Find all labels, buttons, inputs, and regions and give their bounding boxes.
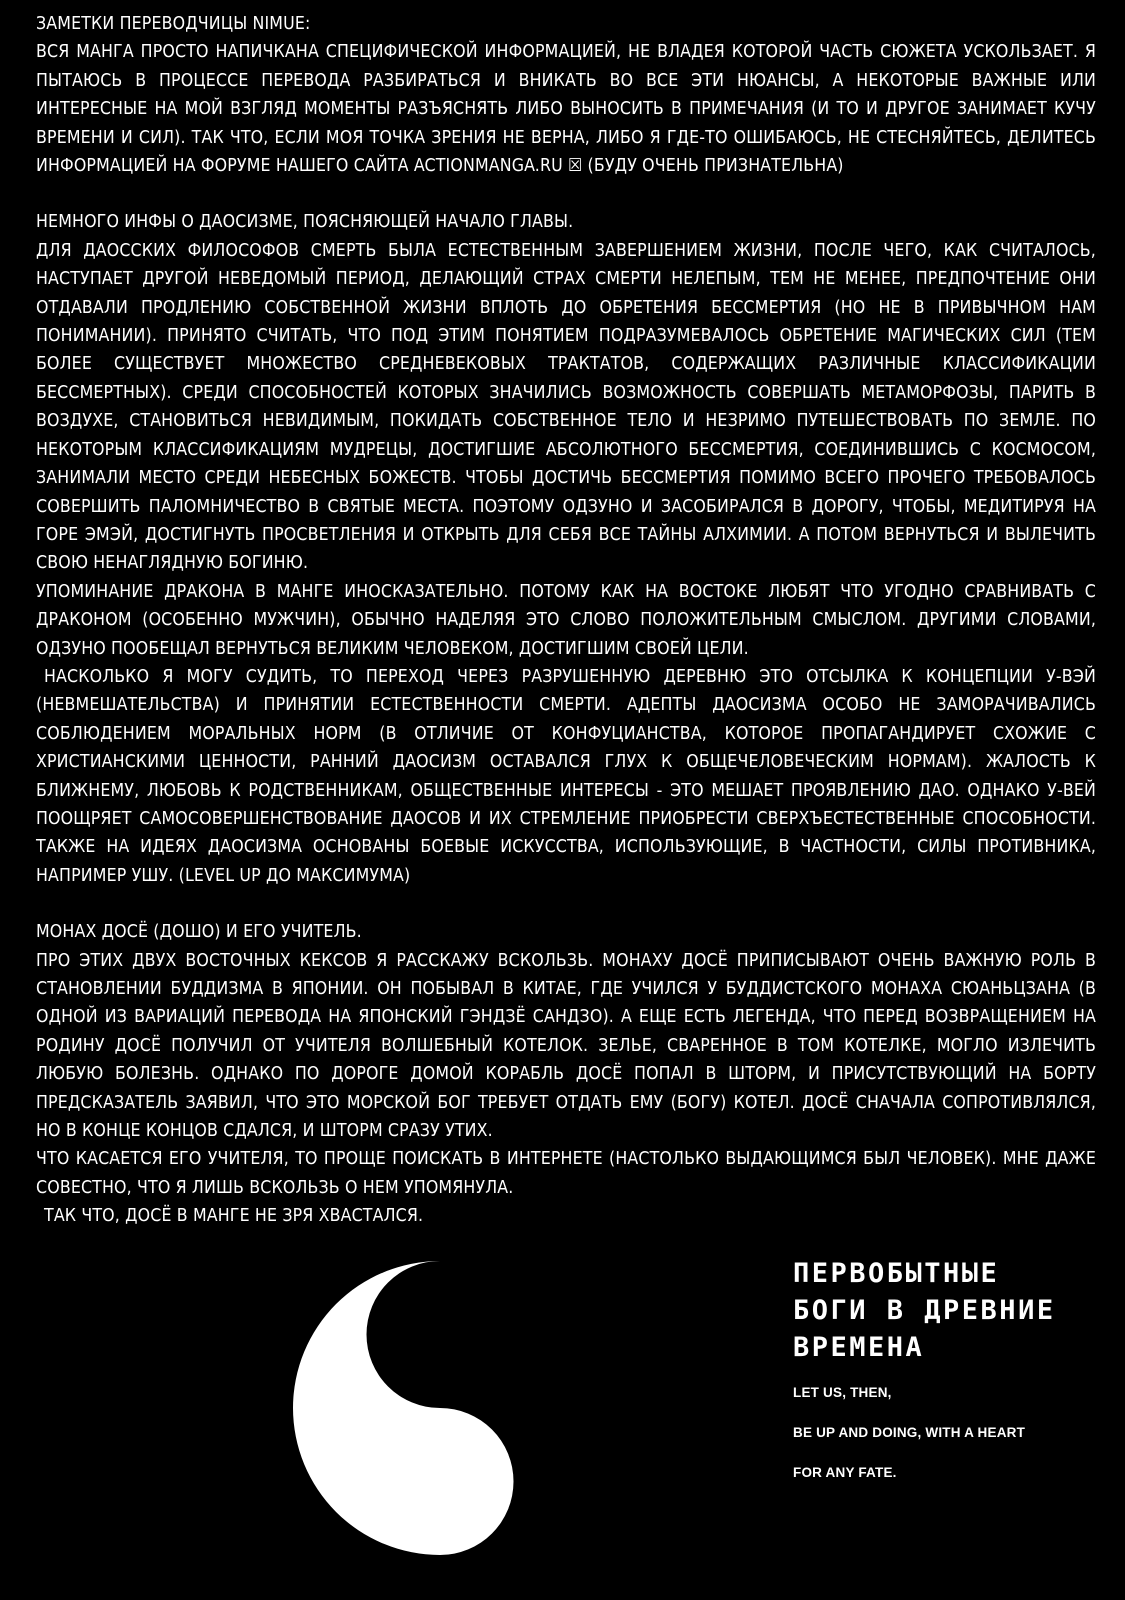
taoism-heading: НЕМНОГО ИНФЫ О ДАОСИЗМЕ, ПОЯСНЯЮЩЕЙ НАЧАЛО ГЛАВЫ.	[36, 212, 574, 233]
taoism-paragraph-3: НАСКОЛЬКО Я МОГУ СУДИТЬ, ТО ПЕРЕХОД ЧЕРЕЗ РАЗРУШЕННУЮ ДЕРЕВНЮ ЭТО ОТСЫЛКА К КОНЦЕПЦИИ У-ВЭЙ (НЕВМЕШАТЕЛЬСТВА) И ПРИНЯТИИ ЕСТЕСТВЕННОСТИ СМЕРТИ. АДЕПТЫ ДАОСИЗМА ОСОБО НЕ ЗАМОРАЧИВАЛИСЬ СОБЛЮДЕНИЕМ МОРАЛЬНЫХ НОРМ (В ОТЛИЧИЕ ОТ КОНФУЦИАНСТВА, КОТОРОЕ ПРОПАГАНДИРУЕТ СХОЖИЕ С ХРИСТИАНСКИМИ ЦЕННОСТИ, РАННИЙ ДАОСИЗМ ОСТАВАЛСЯ ГЛУХ К ОБЩЕЧЕЛОВЕЧЕСКИМ НОРМАМ). ЖАЛОСТЬ К БЛИЖНЕМУ, ЛЮБОВЬ К РОДСТВЕННИКАМ, ОБЩЕСТВЕННЫЕ ИНТЕРЕСЫ - ЭТО МЕШАЕТ ПРОЯВЛЕНИЮ ДАО. ОДНАКО У-ВЕЙ ПООЩРЯЕТ САМОСОВЕРШЕНСТВОВАНИЕ ДАОСОВ И ИХ СТРЕМЛЕНИЕ ПРИОБРЕСТИ СВЕРХЪЕСТЕСТВЕННЫЕ СПОСОБНОСТИ. ТАКЖЕ НА ИДЕЯХ ДАОСИЗМА ОСНОВАНЫ БОЕВЫЕ ИСКУССТВА, ИСПОЛЬЗУЮЩИЕ, В ЧАСТНОСТИ, СИЛЫ ПРОТИВНИКА, НАПРИМЕР УШУ. (LEVEL UP ДО МАКСИМУМА)	[36, 666, 1096, 886]
notes-header: ЗАМЕТКИ ПЕРЕВОДЧИЦЫ NIMUE:	[36, 14, 311, 34]
monk-paragraph-2: ЧТО КАСАЕТСЯ ЕГО УЧИТЕЛЯ, ТО ПРОЩЕ ПОИСКАТЬ В ИНТЕРНЕТЕ (НАСТОЛЬКО ВЫДАЮЩИМСЯ БЫЛ ЧЕЛОВЕК). МНЕ ДАЖЕ СОВЕСТНО, ЧТО Я ЛИШЬ ВСКОЛЬЗЬ О НЕМ УПОМЯНУЛА.	[36, 1149, 1096, 1198]
taoism-paragraph-2: УПОМИНАНИЕ ДРАКОНА В МАНГЕ ИНОСКАЗАТЕЛЬНО. ПОТОМУ КАК НА ВОСТОКЕ ЛЮБЯТ ЧТО УГОДНО СРАВНИВАТЬ С ДРАКОНОМ (ОСОБЕННО МУЖЧИН), ОБЫЧНО НАДЕЛЯЯ ЭТО СЛОВО ПОЛОЖИТЕЛЬНЫМ СМЫСЛОМ. ДРУГИМИ СЛОВАМИ, ОДЗУНО ПООБЕЩАЛ ВЕРНУТЬСЯ ВЕЛИКИМ ЧЕЛОВЕКОМ, ДОСТИГШИМ СВОЕЙ ЦЕЛИ.	[36, 581, 1096, 659]
monk-heading: МОНАХ ДОСЁ (ДОШО) И ЕГО УЧИТЕЛЬ.	[36, 922, 362, 943]
scanlation-credits	[793, 1255, 1093, 1503]
motto-line-3: FOR ANY FATE.	[793, 1465, 897, 1480]
motto-line-1: LET US, THEN,	[793, 1385, 892, 1400]
translator-notes	[36, 10, 1096, 1231]
taoism-paragraph-1: ДЛЯ ДАОССКИХ ФИЛОСОФОВ СМЕРТЬ БЫЛА ЕСТЕСТВЕННЫМ ЗАВЕРШЕНИЕМ ЖИЗНИ, ПОСЛЕ ЧЕГО, КАК СЧИТАЛОСЬ, НАСТУПАЕТ ДРУГОЙ НЕВЕДОМЫЙ ПЕРИОД, ДЕЛАЮЩИЙ СТРАХ СМЕРТИ НЕЛЕПЫМ, ТЕМ НЕ МЕНЕЕ, ПРЕДПОЧТЕНИЕ ОНИ ОТДАВАЛИ ПРОДЛЕНИЮ СОБСТВЕННОЙ ЖИЗНИ ВПЛОТЬ ДО ОБРЕТЕНИЯ БЕССМЕРТИЯ (НО НЕ В ПРИВЫЧНОМ НАМ ПОНИМАНИИ). ПРИНЯТО СЧИТАТЬ, ЧТО ПОД ЭТИМ ПОНЯТИЕМ ПОДРАЗУМЕВАЛОСЬ ОБРЕТЕНИЕ МАГИЧЕСКИХ СИЛ (ТЕМ БОЛЕЕ СУЩЕСТВУЕТ МНОЖЕСТВО СРЕДНЕВЕКОВЫХ ТРАКТАТОВ, СОДЕРЖАЩИХ РАЗЛИЧНЫЕ КЛАССИФИКАЦИИ БЕССМЕРТНЫХ). СРЕДИ СПОСОБНОСТЕЙ КОТОРЫХ ЗНАЧИЛИСЬ ВОЗМОЖНОСТЬ СОВЕРШАТЬ МЕТАМОРФОЗЫ, ПАРИТЬ В ВОЗДУХЕ, СТАНОВИТЬСЯ НЕВИДИМЫМ, ПОКИДАТЬ СОБСТВЕННОЕ ТЕЛО И НЕЗРИМО ПУТЕШЕСТВОВАТЬ ПО ЗЕМЛЕ. ПО НЕКОТОРЫМ КЛАССИФИКАЦИЯМ МУДРЕЦЫ, ДОСТИГШИЕ АБСОЛЮТНОГО БЕССМЕРТИЯ, СОЕДИНИВШИСЬ С КОСМОСОМ, ЗАНИМАЛИ МЕСТО СРЕДИ НЕБЕСНЫХ БОЖЕСТВ. ЧТОБЫ ДОСТИЧЬ БЕССМЕРТИЯ ПОМИМО ВСЕГО ПРОЧЕГО ТРЕБОВАЛОСЬ СОВЕРШИТЬ ПАЛОМНИЧЕСТВО В СВЯТЫЕ МЕСТА. ПОЭТОМУ ОДЗУНО И ЗАСОБИРАЛСЯ В ДОРОГУ, ЧТОБЫ, МЕДИТИРУЯ НА ГОРЕ ЭМЭЙ, ДОСТИГНУТЬ ПРОСВЕТЛЕНИЯ И ОТКРЫТЬ ДЛЯ СЕБЯ ВСЕ ТАЙНЫ АЛХИМИИ. А ПОТОМ ВЕРНУТЬСЯ И ВЫЛЕЧИТЬ СВОЮ НЕНАГЛЯДНУЮ БОГИНЮ.	[36, 240, 1096, 574]
notes-intro: ВСЯ МАНГА ПРОСТО НАПИЧКАНА СПЕЦИФИЧЕСКОЙ ИНФОРМАЦИЕЙ, НЕ ВЛАДЕЯ КОТОРОЙ ЧАСТЬ СЮЖЕТА УСКОЛЬЗАЕТ. Я ПЫТАЮСЬ В ПРОЦЕССЕ ПЕРЕВОДА РАЗБИРАТЬСЯ И ВНИКАТЬ ВО ВСЕ ЭТИ НЮАНСЫ, А НЕКОТОРЫЕ ВАЖНЫЕ ИЛИ ИНТЕРЕСНЫЕ НА МОЙ ВЗГЛЯД МОМЕНТЫ РАЗЪЯСНЯТЬ ЛИБО ВЫНОСИТЬ В ПРИМЕЧАНИЯ (И ТО И ДРУГОЕ ЗАНИМАЕТ КУЧУ ВРЕМЕНИ И СИЛ). ТАК ЧТО, ЕСЛИ МОЯ ТОЧКА ЗРЕНИЯ НЕ ВЕРНА, ЛИБО Я ГДЕ-ТО ОШИБАЮСЬ, НЕ СТЕСНЯЙТЕСЬ, ДЕЛИТЕСЬ ИНФОРМАЦИЕЙ НА ФОРУМЕ НАШЕГО САЙТА ACTIONMANGA.RU ☒ (БУДУ ОЧЕНЬ ПРИЗНАТЕЛЬНА)	[36, 42, 1096, 177]
motto-line-2: BE UP AND DOING, WITH A HEART	[793, 1425, 1026, 1440]
monk-paragraph-1: ПРО ЭТИХ ДВУХ ВОСТОЧНЫХ КЕКСОВ Я РАССКАЖУ ВСКОЛЬЗЬ. МОНАХУ ДОСЁ ПРИПИСЫВАЮТ ОЧЕНЬ ВАЖНУЮ РОЛЬ В СТАНОВЛЕНИИ БУДДИЗМА В ЯПОНИИ. ОН ПОБЫВАЛ В КИТАЕ, ГДЕ УЧИЛСЯ У БУДДИСТСКОГО МОНАХА СЮАНЬЦЗАНА (В ОДНОЙ ИЗ ВАРИАЦИЙ ПЕРЕВОДА НА ЯПОНСКИЙ ГЭНДЗЁ САНДЗО). А ЕЩЕ ЕСТЬ ЛЕГЕНДА, ЧТО ПЕРЕД ВОЗВРАЩЕНИЕМ НА РОДИНУ ДОСЁ ПОЛУЧИЛ ОТ УЧИТЕЛЯ ВОЛШЕБНЫЙ КОТЕЛОК. ЗЕЛЬЕ, СВАРЕННОЕ В ТОМ КОТЕЛКЕ, МОГЛО ИЗЛЕЧИТЬ ЛЮБУЮ БОЛЕЗНЬ. ОДНАКО ПО ДОРОГЕ ДОМОЙ КОРАБЛЬ ДОСЁ ПОПАЛ В ШТОРМ, И ПРИСУТСТВУЮЩИЙ НА БОРТУ ПРЕДСКАЗАТЕЛЬ ЗАЯВИЛ, ЧТО ЭТО МОРСКОЙ БОГ ТРЕБУЕТ ОТДАТЬ ЕМУ (БОГУ) КОТЕЛ. ДОСЁ СНАЧАЛА СОПРОТИВЛЯЛСЯ, НО В КОНЦЕ КОНЦОВ СДАЛСЯ, И ШТОРМ СРАЗУ УТИХ.	[36, 950, 1096, 1142]
yin-yang-icon	[290, 1258, 590, 1558]
monk-paragraph-3: ТАК ЧТО, ДОСЁ В МАНГЕ НЕ ЗРЯ ХВАСТАЛСЯ.	[44, 1206, 424, 1227]
team-title: ПЕРВОБЫТНЫЕ БОГИ В ДРЕВНИЕ ВРЕМЕНА	[793, 1258, 1056, 1363]
